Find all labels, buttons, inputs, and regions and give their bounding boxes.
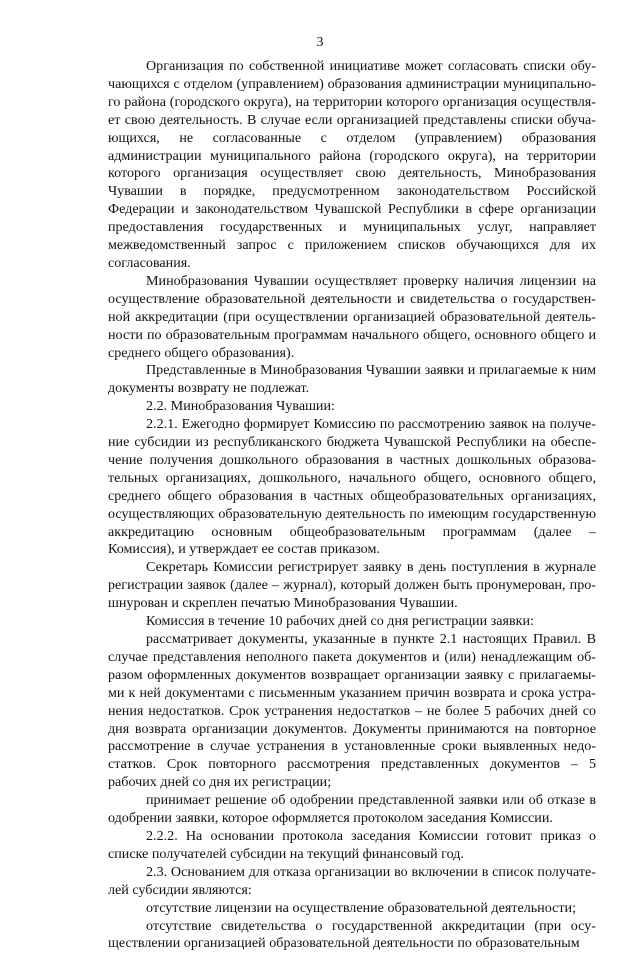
paragraph-lists-agreement: Организация по собственной инициативе может согласовать списки обучающихся с отделом (управлением) образования администрации муниципального района (городского округа), на территории которого организация осуществляет свою деятельность. В случае если организацией представлены списки обучающихся, не согласованные с отделом (управлением) образования администрации муниципального района (городского округа), на территории которого организация осуществляет свою деятельность, Минобразования Чувашии в порядке, предусмотренном законодательством Российской Федерации и законодательством Чувашской Республики в сфере организации предоставления государственных и муниципальных услуг, направляет межведомственный запрос с приложением списков обучающихся для их согласования. xyxy=(108,58,596,273)
paragraph-commission-term: Комиссия в течение 10 рабочих дней со дня регистрации заявки: xyxy=(108,613,596,631)
paragraph-secretary: Секретарь Комиссии регистрирует заявку в день поступления в журнале регистрации заявок (далее – журнал), который должен быть пронумерован, прошнурован и скреплен печатью Минобразования Чувашии. xyxy=(108,559,596,613)
paragraph-decision: принимает решение об одобрении представленной заявки или об отказе в одобрении заявки, которое оформляется протоколом заседания Комиссии. xyxy=(108,792,596,828)
paragraph-no-license: отсутствие лицензии на осуществление образовательной деятельности; xyxy=(108,900,596,918)
paragraph-license-check: Минобразования Чувашии осуществляет проверку наличия лицензии на осуществление образовательной деятельности и свидетельства о государственной аккредитации (при осуществлении организацией образовательной деятельности по образовательным программам начального общего, основного общего и среднего общего образования). xyxy=(108,273,596,363)
paragraph-no-return: Представленные в Минобразования Чувашии заявки и прилагаемые к ним документы возврату не подлежат. xyxy=(108,362,596,398)
paragraph-review-documents: рассматривает документы, указанные в пункте 2.1 настоящих Правил. В случае представления неполного пакета документов и (или) ненадлежащим образом оформленных документов возвращает организации заявку с прилагаемыми к ней документами с письменным указанием причин возврата и срока устранения недостатков. Срок устранения недостатков – не более 5 рабочих дней со дня возврата организации документов. Документы принимаются на повторное рассмотрение в случае устранения в установленные сроки выявленных недостатков. Срок повторного рассмотрения представленных документов – 5 рабочих дней со дня их регистрации; xyxy=(108,631,596,792)
document-body xyxy=(108,58,596,953)
paragraph-section-2-2-1: 2.2.1. Ежегодно формирует Комиссию по рассмотрению заявок на получение субсидии из республиканского бюджета Чувашской Республики на обеспечение получения дошкольного образования в частных дошкольных образовательных организациях, дошкольного, начального общего, основного общего, среднего общего образования в частных общеобразовательных организациях, осуществляющих образовательную деятельность по имеющим государственную аккредитацию основным общеобразовательным программам (далее – Комиссия), и утверждает ее состав приказом. xyxy=(108,416,596,559)
paragraph-section-2-3: 2.3. Основанием для отказа организации во включении в список получателей субсидии являются: xyxy=(108,864,596,900)
page-number: 3 xyxy=(0,35,640,51)
paragraph-section-2-2-2: 2.2.2. На основании протокола заседания Комиссии готовит приказ о списке получателей субсидии на текущий финансовый год. xyxy=(108,828,596,864)
paragraph-section-2-2: 2.2. Минобразования Чувашии: xyxy=(108,398,596,416)
paragraph-no-accreditation: отсутствие свидетельства о государственной аккредитации (при осуществлении организацией образовательной деятельности по образовательным xyxy=(108,918,596,953)
